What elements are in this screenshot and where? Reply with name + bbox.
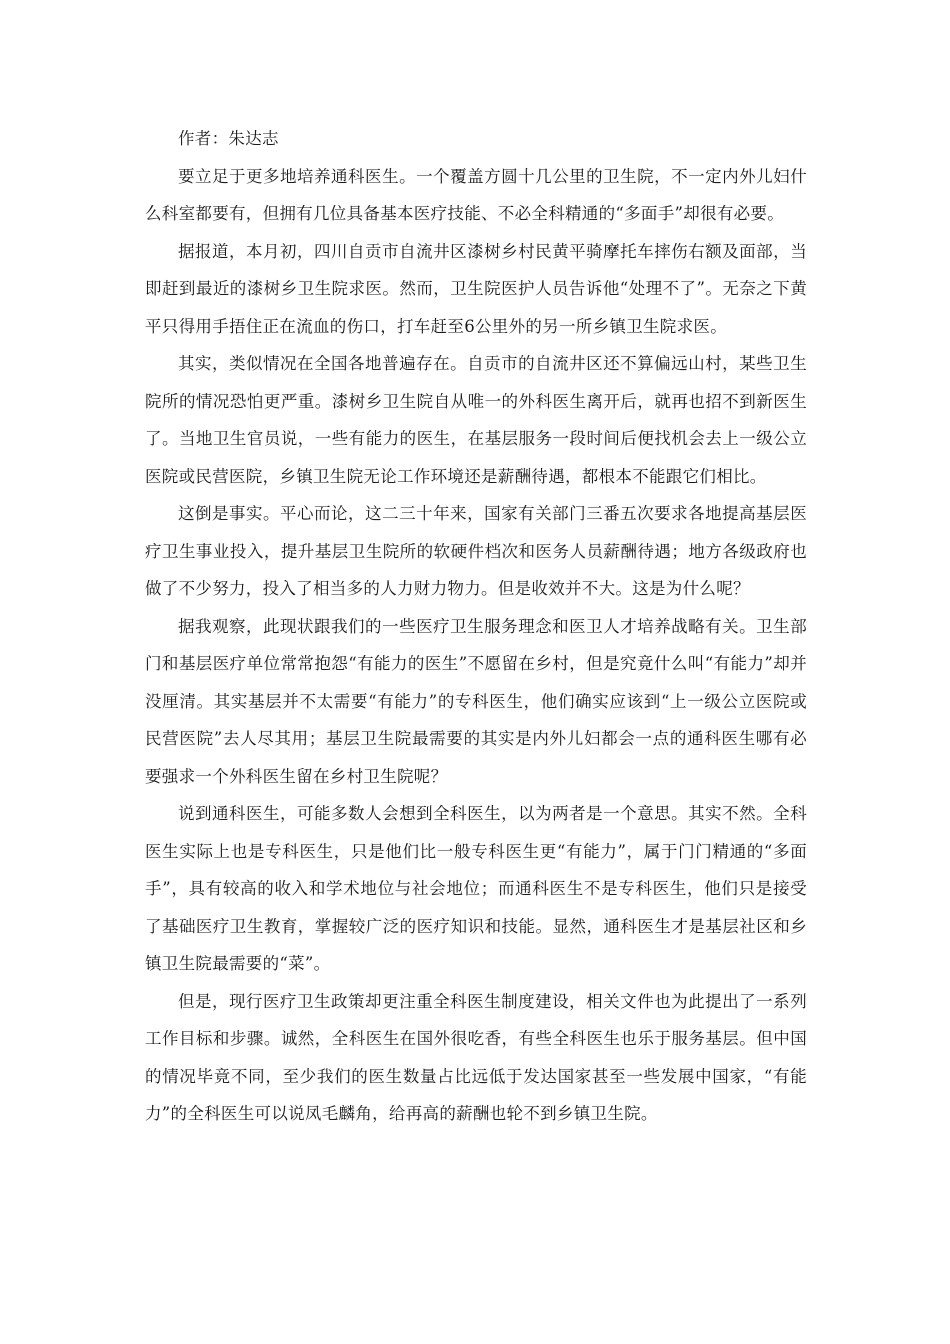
paragraph: 其实，类似情况在全国各地普遍存在。自贡市的自流井区还不算偏远山村，某些卫生院所的情况恐怕更严重。漆树乡卫生院自从唯一的外科医生离开后，就再也招不到新医生了。当地卫生官员说，一些有能力的医生，在基层服务一段时间后便找机会去上一级公立医院或民营医院，乡镇卫生院无论工作环境还是薪酬待遇，都根本不能跟它们相比。 <box>145 354 807 486</box>
paragraph: 但是，现行医疗卫生政策却更注重全科医生制度建设，相关文件也为此提出了一系列工作目标和步骤。诚然，全科医生在国外很吃香，有些全科医生也乐于服务基层。但中国的情况毕竟不同，至少我们的医生数量占比远低于发达国家甚至一些发展中国家，“有能力”的全科医生可以说凤毛麟角，给再高的薪酬也轮不到乡镇卫生院。 <box>145 991 807 1123</box>
paragraph: 要立足于更多地培养通科医生。一个覆盖方圆十几公里的卫生院，不一定内外儿妇什么科室都要有，但拥有几位具备基本医疗技能、不必全科精通的“多面手”却很有必要。 <box>145 166 807 223</box>
document-page <box>145 120 807 1133</box>
paragraph: 说到通科医生，可能多数人会想到全科医生，以为两者是一个意思。其实不然。全科医生实际上也是专科医生，只是他们比一般专科医生更“有能力”，属于门门精通的“多面手”，具有较高的收入和学术地位与社会地位；而通科医生不是专科医生，他们只是接受了基础医疗卫生教育，掌握较广泛的医疗知识和技能。显然，通科医生才是基层社区和乡镇卫生院最需要的“菜”。 <box>145 804 807 973</box>
paragraph: 据我观察，此现状跟我们的一些医疗卫生服务理念和医卫人才培养战略有关。卫生部门和基层医疗单位常常抱怨“有能力的医生”不愿留在乡村，但是究竟什么叫“有能力”却并没厘清。其实基层并不太需要“有能力”的专科医生，他们确实应该到“上一级公立医院或民营医院”去人尽其用；基层卫生院最需要的其实是内外儿妇都会一点的通科医生哪有必要强求一个外科医生留在乡村卫生院呢？ <box>145 616 807 786</box>
paragraph: 据报道，本月初，四川自贡市自流井区漆树乡村民黄平骑摩托车摔伤右额及面部，当即赶到最近的漆树乡卫生院求医。然而，卫生院医护人员告诉他“处理不了”。无奈之下黄平只得用手捂住正在流血的伤口，打车赶至6公里外的另一所乡镇卫生院求医。 <box>145 241 807 336</box>
paragraph: 这倒是事实。平心而论，这二三十年来，国家有关部门三番五次要求各地提高基层医疗卫生事业投入，提升基层卫生院所的软硬件档次和医务人员薪酬待遇；地方各级政府也做了不少努力，投入了相当多的人力财力物力。但是收效并不大。这是为什么呢？ <box>145 504 807 598</box>
author-line: 作者：朱达志 <box>178 129 279 148</box>
